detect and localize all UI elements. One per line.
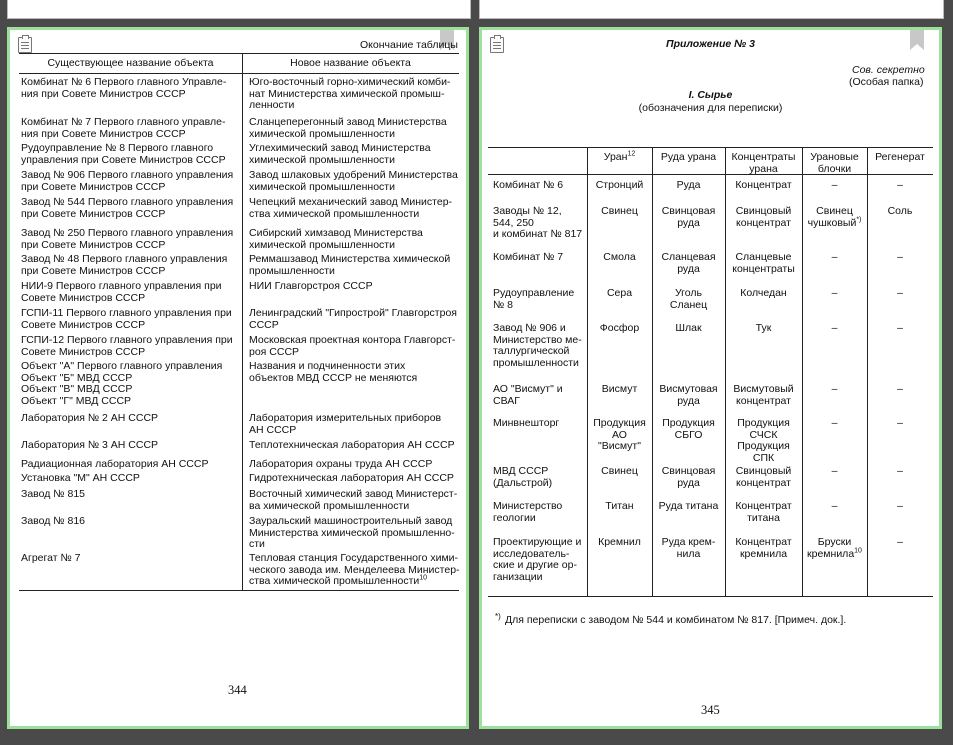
new-name-text: Сибирский химзавод Министерства — [249, 227, 423, 239]
supplier-name: Рудоуправление — [493, 287, 575, 299]
old-name-text: Объект "В" МВД СССР — [21, 383, 133, 395]
page-number: 344 — [228, 683, 247, 697]
code-cell: Свинцовая — [661, 465, 716, 477]
code-cell: Свинцовая — [661, 205, 716, 217]
code-cell: СЧСК — [749, 428, 778, 441]
appendix-title: Приложение № 3 — [666, 38, 755, 50]
column-header: блочки — [817, 162, 852, 175]
code-cell: кремнила — [739, 547, 788, 560]
code-cell: Концентрат — [735, 179, 792, 191]
new-name-text: химической промышленности — [249, 180, 395, 193]
code-cell: Продукция — [737, 440, 790, 452]
code-cell: – — [897, 383, 903, 395]
code-cell: – — [897, 536, 903, 548]
code-cell: Бруски — [817, 536, 852, 548]
code-cell: нила — [676, 547, 701, 560]
old-name-text: ния при Совете Министров СССР — [21, 127, 186, 140]
code-cell: концентрат — [736, 476, 791, 489]
old-name-text: Комбинат № 6 Первого главного Управле- — [21, 76, 227, 88]
new-name-text: Завод шлаковых удобрений Министерства — [249, 169, 458, 181]
old-name-text: при Совете Министров СССР — [21, 180, 166, 193]
footnote-ref: 10 — [854, 547, 862, 554]
old-name-text: Завод № 906 Первого главного управления — [21, 169, 234, 181]
old-name-text: Лаборатория № 3 АН СССР — [21, 439, 159, 451]
supplier-name: Министерство — [493, 500, 563, 512]
column-divider — [242, 53, 243, 590]
column-header-new: Новое название объекта — [290, 57, 411, 69]
code-cell: Концентрат — [735, 536, 792, 548]
code-cell: концентрат — [736, 216, 791, 229]
code-cell: – — [831, 465, 838, 477]
supplier-name: ские и другие ор- — [493, 559, 577, 571]
old-name-text: Объект "Б" МВД СССР — [21, 371, 133, 384]
old-name-text: Лаборатория № 2 АН СССР — [21, 412, 159, 424]
classification-stamp: Сов. секретно — [852, 64, 925, 76]
old-name-text: при Совете Министров СССР — [21, 238, 166, 251]
table-bottom-rule — [19, 590, 459, 591]
new-name-text: химической промышленности — [249, 153, 395, 166]
new-name-text: Названия и подчиненности этих — [249, 360, 406, 372]
page-345[interactable] — [479, 27, 942, 729]
code-cell: Сланцевая — [661, 251, 716, 263]
old-name-text: Установка "М" АН СССР — [21, 472, 140, 484]
old-name-text: Завод № 250 Первого главного управления — [21, 227, 234, 239]
old-name-text: ГСПИ-11 Первого главного управления при — [21, 307, 232, 319]
column-header: Уран$^{12}$ — [603, 150, 636, 163]
old-name-text: Завод № 544 Первого главного управления — [21, 196, 234, 208]
code-cell: Кремнил — [598, 536, 641, 548]
new-name-text: Реммашзавод Министерства химической — [249, 253, 451, 265]
code-cell: Руда — [676, 179, 701, 191]
code-cell: – — [831, 417, 838, 429]
supplier-name: промышленности — [493, 356, 579, 369]
code-cell: кремнила$^{10}$ — [807, 547, 862, 560]
code-cell: руда — [677, 262, 700, 275]
code-cell: Соль — [887, 205, 913, 217]
code-cell: Шлак — [675, 322, 702, 334]
new-name-text: Тепловая станция Государственного хими- — [249, 552, 459, 564]
page-icon[interactable] — [18, 37, 32, 53]
footnote-ref: *) — [856, 216, 862, 223]
code-cell: – — [897, 287, 903, 299]
new-name-text: Гидротехническая лаборатория АН СССР — [249, 472, 454, 484]
code-cell: – — [831, 500, 838, 512]
old-name-text: Радиационная лаборатория АН СССР — [21, 458, 209, 470]
supplier-name: 544, 250 — [493, 216, 534, 229]
table-continuation-label: Окончание таблицы — [360, 39, 458, 51]
new-name-text: Углехимический завод Министерства — [249, 142, 431, 154]
new-name-text: Сланцеперегонный завод Министерства — [249, 116, 447, 128]
page-344[interactable] — [7, 27, 469, 729]
code-cell: Свинец — [816, 205, 853, 217]
code-cell: Свинцовый — [735, 465, 792, 477]
code-cell: СПК — [752, 451, 775, 464]
supplier-name: АО "Висмут" и — [493, 383, 563, 395]
supplier-name: МВД СССР — [493, 465, 549, 477]
header-rule — [19, 73, 459, 74]
folder-label: (Особая папка) — [849, 76, 924, 88]
footnote-ref: 12 — [627, 150, 636, 158]
supplier-name: Проектирующие и — [493, 536, 582, 548]
old-name-text: Завод № 816 — [21, 515, 85, 527]
new-name-text: АН СССР — [249, 423, 297, 436]
column-header: Концентраты — [731, 151, 796, 163]
column-header: Руда урана — [660, 151, 717, 163]
old-name-text: ния при Совете Министров СССР — [21, 87, 186, 100]
new-name-text: нат Министерства химической промыш- — [249, 87, 445, 100]
code-cell: руда — [677, 394, 700, 407]
code-cell: Уголь — [674, 287, 702, 299]
new-name-text: промышленности — [249, 264, 335, 277]
new-name-text: ва химической промышленности — [249, 499, 410, 512]
supplier-name: геологии — [493, 511, 536, 524]
code-cell: Продукция — [737, 417, 790, 429]
code-cell: Сланец — [669, 298, 708, 311]
column-header: Урановые — [810, 151, 859, 163]
code-cell: Висмут — [601, 383, 638, 395]
footnote-mark: *) — [495, 612, 501, 621]
code-cell: концентрат — [736, 394, 791, 407]
old-name-text: ГСПИ-12 Первого главного управления при — [21, 334, 233, 346]
new-name-text: Теплотехническая лаборатория АН СССР — [249, 439, 455, 451]
new-name-text: химической промышленности — [249, 127, 395, 140]
old-name-text: Комбинат № 7 Первого главного управле- — [21, 116, 226, 128]
previous-page-strip-left — [7, 0, 471, 19]
code-cell: Продукция — [593, 417, 646, 429]
supplier-name: и комбинат № 817 — [493, 228, 583, 240]
footnote-ref: 10 — [419, 574, 428, 582]
new-name-text: СССР — [249, 318, 279, 331]
code-cell: Руда титана — [658, 500, 719, 512]
old-name-text: при Совете Министров СССР — [21, 207, 166, 220]
old-name-text: Совете Министров СССР — [21, 318, 146, 331]
new-name-text: ленности — [249, 99, 295, 111]
code-cell: руда — [677, 476, 700, 489]
supplier-name: Минвнешторг — [493, 417, 560, 429]
new-name-text: НИИ Главгорстроя СССР — [249, 280, 373, 292]
table-top-rule — [19, 53, 459, 54]
new-name-text: ства химической промышленности$^{10}$ — [249, 574, 428, 587]
new-name-text: Зауральский машиностроительный завод — [249, 515, 453, 527]
new-name-text: Восточный химический завод Министерст- — [249, 488, 458, 500]
new-name-text: роя СССР — [249, 345, 300, 358]
new-name-text: Ленинградский "Гипрострой" Главгорстроя — [249, 307, 457, 319]
code-cell: АО — [612, 428, 627, 441]
supplier-name: Министерство ме- — [493, 333, 582, 346]
supplier-name: Завод № 906 и — [493, 322, 566, 334]
new-name-text: ства химической промышленности — [249, 207, 420, 220]
code-cell: руда — [677, 216, 700, 229]
code-cell: – — [831, 179, 838, 191]
new-name-text: Чепецкий механический завод Министер- — [249, 196, 453, 208]
supplier-name: Заводы № 12, — [493, 205, 562, 217]
code-cell: титана — [747, 511, 780, 524]
column-header: Регенерат — [875, 151, 925, 163]
new-name-text: Московская проектная контора Главгорст- — [249, 334, 456, 346]
old-name-text: при Совете Министров СССР — [21, 264, 166, 277]
code-cell: Колчедан — [740, 287, 787, 299]
new-name-text: Лаборатория охраны труда АН СССР — [249, 458, 433, 470]
code-cell: Свинец — [601, 205, 638, 217]
supplier-name: Комбинат № 6 — [493, 179, 564, 191]
supplier-name: СВАГ — [493, 394, 520, 407]
footnote-text: Для переписки с заводом № 544 и комбинатом № 817. [Примеч. док.]. — [505, 614, 847, 626]
old-name-text: Агрегат № 7 — [21, 552, 81, 564]
column-header: урана — [749, 162, 778, 175]
column-header-old: Существующее название объекта — [47, 57, 214, 69]
old-name-text: Объект "А" Первого главного управления — [21, 360, 223, 372]
old-name-text: Совете Министров СССР — [21, 345, 146, 358]
old-name-text: Совете Министров СССР — [21, 291, 146, 304]
code-cell: Висмутовая — [659, 383, 718, 395]
code-cell: Тук — [755, 322, 772, 334]
code-cell: "Висмут" — [598, 440, 641, 452]
new-name-text: Юго-восточный горно-химический комби- — [249, 76, 451, 88]
code-cell: – — [897, 417, 903, 429]
code-cell: Сланцевые — [735, 251, 792, 263]
code-cell: Стронций — [595, 179, 644, 191]
code-cell: – — [831, 251, 838, 263]
code-cell: Концентрат — [735, 500, 792, 512]
old-name-text: Рудоуправление № 8 Первого главного — [21, 142, 214, 154]
code-cell: – — [831, 383, 838, 395]
supplier-name: таллургической — [493, 345, 570, 357]
old-name-text: Завод № 815 — [21, 488, 85, 500]
new-name-text: химической промышленности — [249, 238, 395, 251]
code-cell: концентраты — [732, 262, 795, 275]
code-cell: – — [831, 287, 838, 299]
code-cell: Смола — [603, 251, 636, 263]
old-name-text: Объект "Г" МВД СССР — [21, 394, 132, 407]
section-title: I. Сырье — [688, 89, 733, 101]
new-name-text: объектов МВД СССР не меняются — [249, 371, 418, 384]
new-name-text: ческого завода им. Менделеева Министер- — [249, 563, 460, 576]
code-cell: Фосфор — [599, 322, 640, 334]
table-bottom-rule — [488, 596, 933, 597]
previous-page-strip-right — [479, 0, 944, 19]
new-name-text: Министерства химической промышленно- — [249, 526, 455, 539]
new-name-text: Лаборатория измерительных приборов — [249, 412, 442, 424]
old-name-text: НИИ-9 Первого главного управления при — [21, 280, 222, 292]
code-cell: – — [897, 251, 903, 263]
code-cell: Свинец — [601, 465, 638, 477]
code-cell: СБГО — [674, 428, 703, 441]
code-cell: – — [897, 465, 903, 477]
old-name-text: Завод № 48 Первого главного управления — [21, 253, 228, 265]
code-cell: Титан — [605, 500, 634, 512]
code-cell: – — [831, 322, 838, 334]
supplier-name: исследователь- — [493, 547, 570, 560]
section-subtitle: (обозначения для переписки) — [638, 102, 783, 114]
code-cell: Продукция — [662, 417, 715, 429]
page-number: 345 — [701, 703, 720, 717]
code-cell: Свинцовый — [735, 205, 792, 217]
code-cell: – — [897, 322, 903, 334]
code-cell: чушковый*) — [807, 216, 862, 229]
code-cell: Висмутовый — [733, 383, 794, 395]
supplier-name: № 8 — [493, 298, 514, 311]
code-cell: – — [897, 500, 903, 512]
code-cell: Руда крем- — [661, 536, 716, 548]
code-cell: – — [897, 179, 903, 191]
code-cell: Сера — [606, 287, 633, 299]
supplier-name: ганизации — [493, 570, 543, 583]
supplier-name: Комбинат № 7 — [493, 251, 564, 263]
old-name-text: управления при Совете Министров СССР — [21, 153, 226, 166]
new-name-text: сти — [249, 538, 265, 550]
supplier-name: (Дальстрой) — [493, 476, 553, 489]
